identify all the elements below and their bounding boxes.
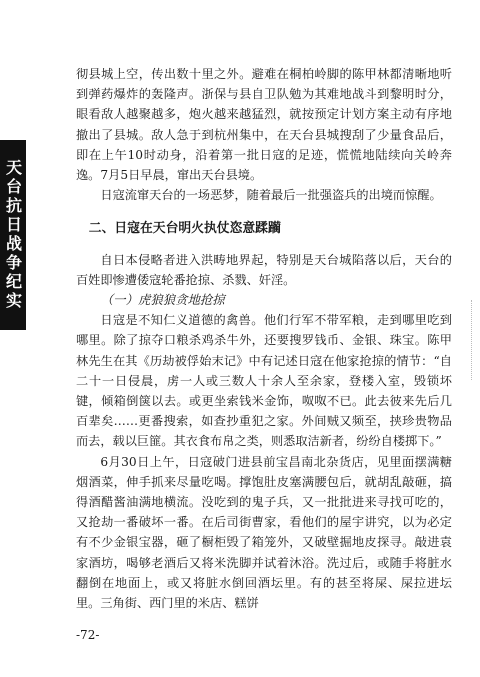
- page-body: [76, 64, 452, 613]
- paragraph: 日寇是不知仁义道德的禽兽。他们行军不带军粮，走到哪里吃到哪里。除了掠夺口粮杀鸡杀牛外，还要搜罗钱币、金银、珠宝。陈甲林先生在其《历劫被俘始末记》中有记述日寇在他家抢掠的情节：“自二十一日侵晨，虏一人或三数人十余人至余家，登楼入室，毁锁坏键，倾箱倒箧以去。或更坐索钱米金饰，呶呶不已。此去彼来先后几百辈矣……更番搜索，如查抄重犯之家。外间贼又频至，挟珍贵物品而去，载以巨篚。其衣食布帛之类，则悉取洁新者，纷纷自楼掷下。”: [76, 313, 452, 449]
- subsection-heading: （一）虎狼狼贪地抢掠: [100, 292, 225, 308]
- section-heading: 二、日寇在天台明火执仗恣意蹂躏: [88, 221, 281, 237]
- page-number: -72-: [76, 628, 100, 642]
- book-title-text: 天台抗日战争纪实: [3, 159, 23, 311]
- section-intro: 自日本侵略者进入洪畴地界起，特别是天台城陷落以后，天台的百姓即惨遭倭寇轮番抢掠、杀戮、奸淫。: [76, 252, 452, 287]
- page-edge-mark: [471, 300, 474, 380]
- book-title-tab: [0, 140, 26, 330]
- paragraph: 彻县城上空，传出数十里之外。避难在桐柏岭脚的陈甲林都清晰地听到弹药爆炸的轰隆声。浙保与县自卫队勉为其难地战斗到黎明时分，眼看敌人越聚越多，炮火越来越猛烈，就按预定计划方案主动有序地撤出了县城。敌人急于到杭州集中，在天台县城搜刮了少量食品后，即在上午10时动身，沿着第一批日寇的足迹，慌慌地陆续向关岭奔逸。7月5日早晨，窜出天台县境。: [76, 67, 452, 183]
- paragraph: 6月30日上午，日寇破门进县前宝昌南北杂货店，见里面摆满糖烟酒菜，伸手抓来尽量吃喝。撑饱肚皮塞满腰包后，就胡乱敲砸，搞得酒醋酱油满地横流。没吃到的鬼子兵，又一批批进来寻找可吃的，又抢劫一番破坏一番。在后司街曹家，看他们的屋宇讲究，以为必定有不少金银宝器，砸了橱柜毁了箱笼外，又破壁掘地皮探寻。敲进袁家酒坊，喝够老酒后又将米洗脚并试着沐浴。洗过后，或随手将脏水翻倒在地面上，或又将脏水倒回酒坛里。有的甚至将屎、屎拉进坛里。三角街、西门里的米店、糕饼: [76, 454, 452, 611]
- paragraph: 日寇流窜天台的一场恶梦，随着最后一批强盗兵的出境而惊醒。: [100, 188, 442, 203]
